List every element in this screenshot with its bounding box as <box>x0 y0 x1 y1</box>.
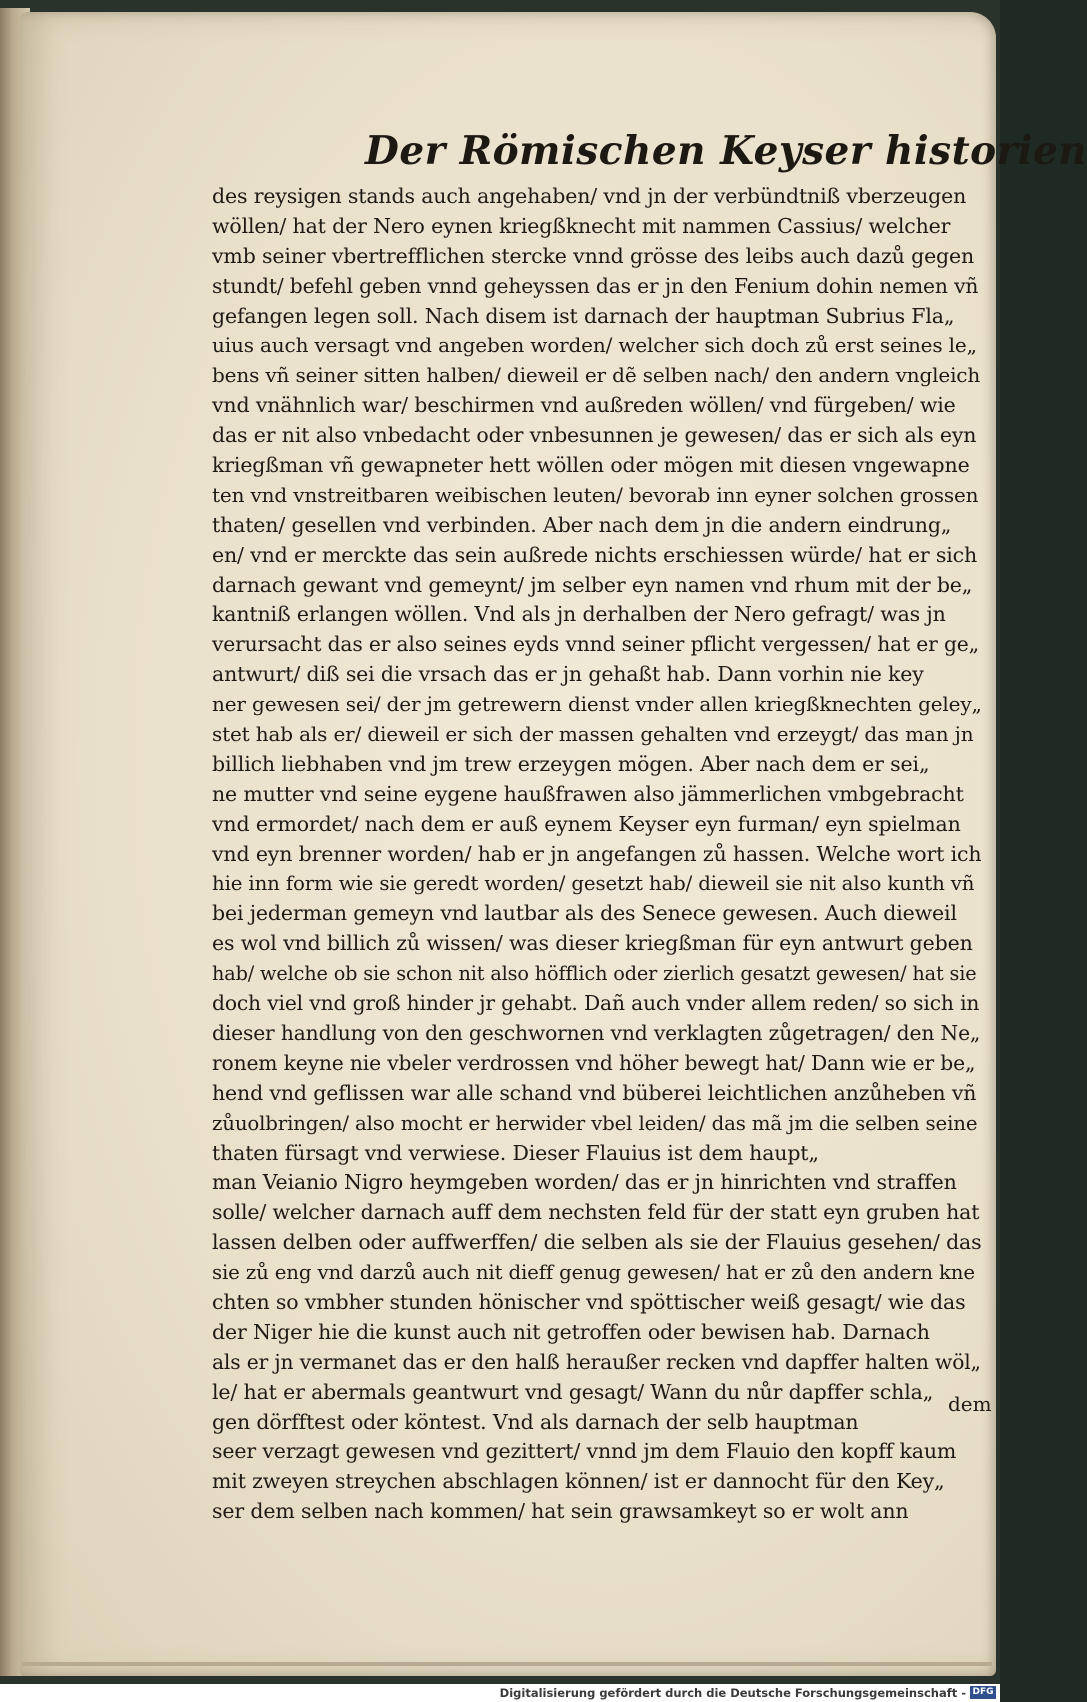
text-line: hab/ welche ob sie schon nit also höfflich oder zierlich gesatzt gewesen/ hat sie <box>212 962 977 986</box>
text-line: doch viel vnd groß hinder jr gehabt. Dañ auch vnder allem reden/ so sich in <box>212 991 980 1016</box>
text-line: kantniß erlangen wöllen. Vnd als jn derhalben der Nero gefragt/ was jn <box>212 602 946 627</box>
text-line: sie zů eng vnd darzů auch nit dieff genug gewesen/ hat er zů den andern kne <box>212 1261 975 1285</box>
text-line: ner gewesen sei/ der jm getrewern dienst vnder allen kriegßknechten geley„ <box>212 692 982 717</box>
text-line: seer verzagt gewesen vnd gezittert/ vnnd jm dem Flauio den kopff kaum <box>212 1439 957 1464</box>
text-line: vnd eyn brenner worden/ hab er jn angefangen zů hassen. Welche wort ich <box>212 841 982 866</box>
text-line: le/ hat er abermals geantwurt vnd gesagt/ Wann du nůr dapffer schla„ <box>212 1379 934 1404</box>
text-line: antwurt/ diß sei die vrsach das er jn gehaßt hab. Dann vorhin nie key <box>212 662 924 687</box>
text-line: bens vñ seiner sitten halben/ dieweil er dẽ selben nach/ den andern vngleich <box>212 363 981 388</box>
text-line: thaten/ gesellen vnd verbinden. Aber nach dem jn die andern eindrung„ <box>212 512 952 537</box>
text-line: als er jn vermanet das er den halß heraußer recken vnd dapffer halten wöl„ <box>212 1349 981 1374</box>
text-line: gen dörfftest oder köntest. Vnd als darnach der selb hauptman <box>212 1409 859 1434</box>
text-line: ne mutter vnd seine eygene haußfrawen also jämmerlichen vmbgebracht <box>212 781 964 806</box>
text-line: das er nit also vnbedacht oder vnbesunnen je gewesen/ das er sich als eyn <box>212 423 977 448</box>
running-head: Der Römischen Keyser historien <box>365 128 1087 174</box>
text-line: der Niger hie die kunst auch nit getroffen oder bewisen hab. Darnach <box>212 1319 930 1344</box>
text-line: darnach gewant vnd gemeynt/ jm selber eyn namen vnd rhum mit der be„ <box>212 572 973 597</box>
body-text <box>212 182 982 1527</box>
text-line: lassen delben oder auffwerffen/ die selben als sie der Flauius gesehen/ das <box>212 1230 982 1255</box>
text-line: bei jederman gemeyn vnd lautbar als des Senece gewesen. Auch dieweil <box>212 901 957 926</box>
text-line: mit zweyen streychen abschlagen können/ ist er dannocht für den Key„ <box>212 1469 945 1494</box>
text-line: vmb seiner vbertrefflichen stercke vnnd grösse des leibs auch dazů gegen <box>212 243 975 268</box>
text-line: stundt/ befehl geben vnnd geheyssen das er jn den Fenium dohin nemen vñ <box>212 273 979 298</box>
text-line: wöllen/ hat der Nero eynen kriegßknecht mit nammen Cassius/ welcher <box>212 213 951 238</box>
text-line: verursacht das er also seines eyds vnnd seiner pflicht vergessen/ hat er ge„ <box>212 632 979 657</box>
text-line: thaten fürsagt vnd verwiese. Dieser Flauius ist dem haupt„ <box>212 1140 819 1165</box>
text-line: ser dem selben nach kommen/ hat sein grawsamkeyt so er wolt ann <box>212 1499 909 1524</box>
text-line: billich liebhaben vnd jm trew erzeygen mögen. Aber nach dem er sei„ <box>212 751 930 776</box>
text-line: kriegßman vñ gewapneter hett wöllen oder mögen mit diesen vngewapne <box>212 453 970 478</box>
text-line: vnd vnähnlich war/ beschirmen vnd außreden wöllen/ vnd fürgeben/ wie <box>212 393 956 418</box>
text-line: stet hab als er/ dieweil er sich der massen gehalten vnd erzeygt/ das man jn <box>212 722 974 747</box>
text-line: hend vnd geflissen war alle schand vnd büberei leichtlichen anzůheben vñ <box>212 1080 977 1105</box>
text-line: chten so vmbher stunden hönischer vnd spöttischer weiß gesagt/ wie das <box>212 1289 966 1314</box>
text-line: ten vnd vnstreitbaren weibischen leuten/ bevorab inn eyner solchen grossen <box>212 482 979 507</box>
dfg-logo-badge: DFG <box>970 1686 996 1699</box>
footer-credit: Digitalisierung gefördert durch die Deutsche Forschungsgemeinschaft - <box>499 1686 966 1700</box>
text-line: uius auch versagt vnd angeben worden/ welcher sich doch zů erst seines le„ <box>212 333 977 358</box>
text-line: man Veianio Nigro heymgeben worden/ das er jn hinrichten vnd straffen <box>212 1170 957 1195</box>
text-line: en/ vnd er merckte das sein außrede nichts erschiessen würde/ hat er sich <box>212 542 978 567</box>
text-line: es wol vnd billich zů wissen/ was dieser kriegßman für eyn antwurt geben <box>212 931 973 956</box>
text-line: zůuolbringen/ also mocht er herwider vbel leiden/ das mã jm die selben seine <box>212 1111 978 1135</box>
text-line: solle/ welcher darnach auff dem nechsten feld für der statt eyn gruben hat <box>212 1200 980 1225</box>
text-line: des reysigen stands auch angehaben/ vnd jn der verbündtniß vberzeugen <box>212 184 967 208</box>
text-line: gefangen legen soll. Nach disem ist darnach der hauptman Subrius Fla„ <box>212 303 955 328</box>
text-line: hie inn form wie sie geredt worden/ gesetzt hab/ dieweil sie nit also kunth vñ <box>212 872 975 896</box>
text-line: ronem keyne nie vbeler verdrossen vnd höher bewegt hat/ Dann wie er be„ <box>212 1050 976 1075</box>
text-line: vnd ermordet/ nach dem er auß eynem Keyser eyn furman/ eyn spielman <box>212 811 961 836</box>
page-bottom-edge <box>22 1662 992 1666</box>
catchword: dem <box>948 1392 992 1416</box>
text-line: dieser handlung von den geschwornen vnd verklagten zůgetragen/ den Ne„ <box>212 1020 981 1045</box>
